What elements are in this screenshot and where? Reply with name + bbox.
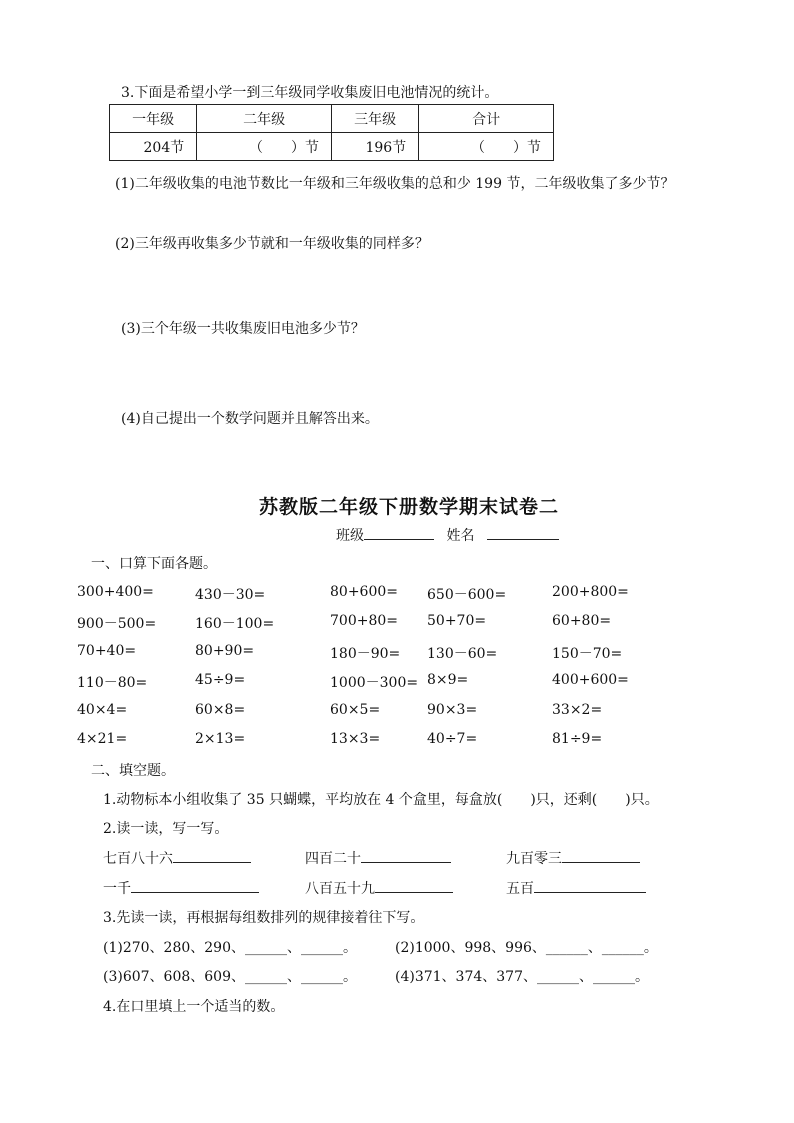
exam-title: 苏教版二年级下册数学期末试卷二 [259,496,560,518]
read-write-word: 一千 [103,881,131,897]
part2-q3: 3.先读一读，再根据每组数排列的规律接着往下写。 [103,910,425,926]
table-header-cell: 三年级 [331,105,418,133]
math-problem: 900－500= [77,616,157,632]
math-problem: 60×5= [330,702,381,718]
sequence-item: (1)270、280、290、______、______。 [103,940,357,956]
answer-blank[interactable] [534,878,646,893]
read-write-item [506,878,646,898]
math-problem: 650－600= [427,587,507,603]
math-problem: 60×8= [195,702,246,718]
math-problem: 160－100= [195,616,275,632]
math-problem: 50+70= [427,613,487,629]
math-problem: 2×13= [195,731,246,747]
math-problem: 45÷9= [195,672,246,688]
read-write-word: 五百 [506,881,534,897]
read-write-word: 八百五十九 [305,881,375,897]
part1-heading: 一、口算下面各题。 [91,556,217,572]
table-value-cell: （ ）节 [197,133,332,161]
math-problem: 8×9= [427,672,469,688]
class-blank[interactable] [364,525,434,540]
read-write-word: 四百二十 [305,851,361,867]
math-problem: 430－30= [195,587,266,603]
read-write-word: 七百八十六 [103,851,173,867]
math-problem: 70+40= [77,643,137,659]
math-problem: 90×3= [427,702,478,718]
table-value-cell: （ ）节 [419,133,554,161]
part2-q4: 4.在口里填上一个适当的数。 [103,999,285,1015]
answer-blank[interactable] [131,878,259,893]
math-problem: 60+80= [552,613,612,629]
math-problem: 110－80= [77,675,148,691]
class-label: 班级 [336,528,364,544]
math-problem: 130－60= [427,646,498,662]
part2-q2: 2.读一读，写一写。 [103,821,229,837]
table-header-cell: 一年级 [110,105,197,133]
table-value-row [110,133,554,161]
math-problem: 40÷7= [427,731,478,747]
battery-stat-table [109,104,554,161]
class-name-line [336,525,559,545]
read-write-item [103,878,259,898]
section3-q2: (2)三年级再收集多少节就和一年级收集的同样多？ [115,236,429,252]
table-header-row [110,105,554,133]
table-header-cell: 二年级 [197,105,332,133]
answer-blank[interactable] [173,848,251,863]
section3-q3: (3)三个年级一共收集废旧电池多少节？ [121,321,365,337]
read-write-word: 九百零三 [506,851,562,867]
math-problem: 300+400= [77,584,154,600]
part2-q1: 1.动物标本小组收集了 35 只蝴蝶，平均放在 4 个盒里，每盒放( )只，还剩( )只。 [103,792,659,808]
read-write-item [103,848,251,868]
name-blank[interactable] [487,525,559,540]
table-header-cell: 合计 [419,105,554,133]
sequence-item: (3)607、608、609、______、______。 [103,969,357,985]
math-problem: 200+800= [552,584,629,600]
section3-q4: (4)自己提出一个数学问题并且解答出来。 [121,411,379,427]
math-problem: 150－70= [552,646,623,662]
math-problem: 400+600= [552,672,629,688]
math-problem: 1000－300= [330,675,419,691]
math-problem: 80+90= [195,643,255,659]
table-value-cell: 204节 [110,133,197,161]
section3-q1: (1)二年级收集的电池节数比一年级和三年级收集的总和少 199 节，二年级收集了多少节？ [115,176,675,192]
answer-blank[interactable] [562,848,640,863]
table-value-cell: 196节 [331,133,418,161]
name-label: 姓名 [446,528,475,544]
read-write-item [305,848,451,868]
math-problem: 4×21= [77,731,128,747]
part2-heading: 二、填空题。 [91,763,175,779]
math-problem: 40×4= [77,702,128,718]
math-problem: 81÷9= [552,731,603,747]
math-problem: 700+80= [330,613,398,629]
answer-blank[interactable] [361,848,451,863]
math-problem: 33×2= [552,702,603,718]
answer-blank[interactable] [375,878,453,893]
sequence-item: (4)371、374、377、______、______。 [395,969,649,985]
math-problem: 13×3= [330,731,381,747]
sequence-item: (2)1000、998、996、______、______。 [395,940,658,956]
math-problem: 80+600= [330,584,398,600]
math-problem: 180－90= [330,646,401,662]
read-write-item [305,878,453,898]
section3-heading: 3.下面是希望小学一到三年级同学收集废旧电池情况的统计。 [121,85,499,101]
read-write-item [506,848,640,868]
